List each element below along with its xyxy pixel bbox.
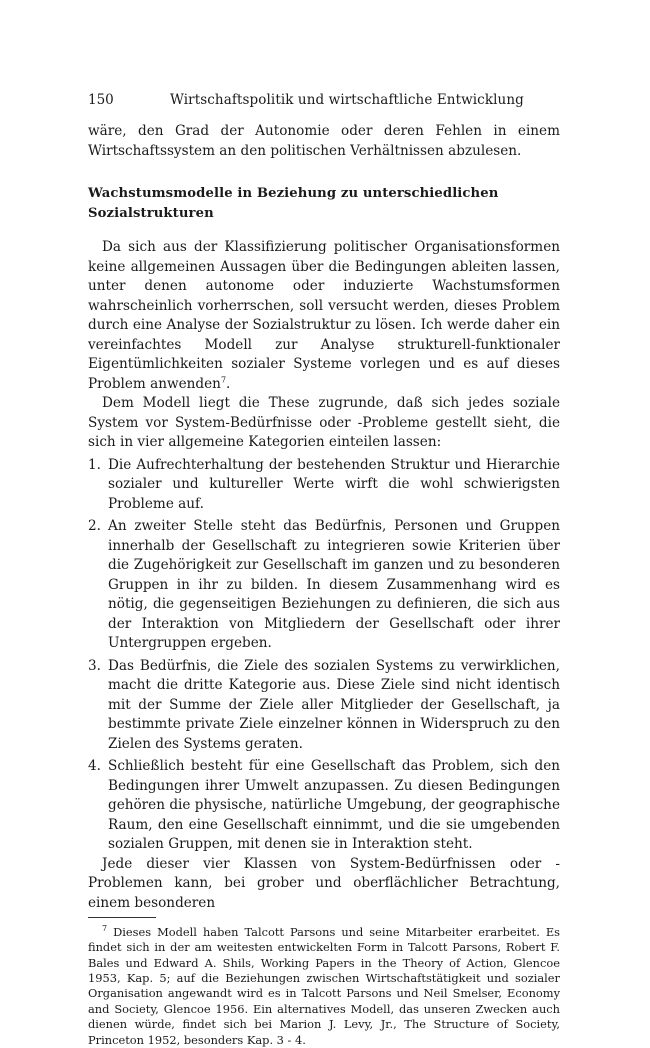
list-item-text: An zweiter Stelle steht das Bedürfnis, Personen und Gruppen innerhalb der Gesellschaft zu integrieren sowie Kriterien über die Zugehörigkeit zur Gesellschaft im ganzen und zu besonderen Gruppen in ihr zu bilden. In diesem Zusammenhang wird es nötig, die gegenseitigen Beziehungen zu definieren, die sich aus der Interaktion von Mitgliedern der Gesellschaft oder ihrer Untergruppen ergeben. xyxy=(108,518,560,651)
list-item-number: 1. xyxy=(88,456,101,473)
paragraph-3: Jede dieser vier Klassen von System-Bedürfnissen oder -Problemen kann, bei grober und oberflächlicher Betrachtung, einem besonderen xyxy=(88,855,560,911)
footnote-ref: 7 xyxy=(220,374,227,384)
page-number: 150 xyxy=(88,92,114,108)
list-item-text: Die Aufrechterhaltung der bestehenden Struktur und Hierarchie sozialer und kultureller Werte wirft die wohl schwierigsten Probleme auf. xyxy=(108,456,560,512)
numbered-list xyxy=(88,456,560,855)
page-header xyxy=(88,92,560,110)
list-item-text: Das Bedürfnis, die Ziele des sozialen Systems zu verwirklichen, macht die dritte Kategorie aus. Diese Ziele sind nicht identisch mit der Summe der Ziele aller Mitglieder der Gesellschaft, ja bestimmte private Ziele einzelner können in Widerspruch zu den Zielen des Systems geraten. xyxy=(108,657,560,752)
continued-paragraph: wäre, den Grad der Autonomie oder deren Fehlen in einem Wirtschaftssystem an den politischen Verhältnissen abzulesen. xyxy=(88,123,560,159)
list-item-number: 4. xyxy=(88,758,101,774)
footnote-text: Dieses Modell haben Talcott Parsons und seine Mitarbeiter erarbeitet. Es findet sich in der am weitesten entwickelten Form in Talcott Parsons, Robert F. Bales und Edward A. Shils, Working Papers in the Theory of Action, Glencoe 1953, Kap. 5; auf die Beziehungen zwischen Wirtschaftstätigkeit und sozialer Organisation angewandt wird es in Talcott Parsons und Neil Smelser, Economy and Society, Glencoe 1956. Ein alternatives Modell, das unseren Zwecken auch dienen würde, findet sich bei Marion J. Levy, Jr., The Structure of Society, Princeton 1952, besonders Kap. 3 - 4. xyxy=(88,924,560,1047)
list-item-number: 2. xyxy=(88,518,101,534)
list-item xyxy=(88,517,560,654)
page-body xyxy=(88,122,560,1048)
list-item xyxy=(88,757,560,855)
paragraph-1-text: Da sich aus der Klassifizierung politischer Organisationsformen keine allgemeinen Aussagen über die Bedingungen ableiten lassen, unter denen autonome oder induzierte Wachstumsformen wahrscheinlich vorherrschen, soll versucht werden, dieses Problem durch eine Analyse der Sozialstruktur zu lösen. Ich werde daher ein vereinfachtes Modell zur Analyse strukturell-funktionaler Eigentümlichkeiten sozialer Systeme vorlegen und es auf dieses Problem anwenden xyxy=(88,239,560,392)
running-title: Wirtschaftspolitik und wirtschaftliche Entwicklung xyxy=(170,92,524,108)
list-item xyxy=(88,456,560,515)
list-item-number: 3. xyxy=(88,657,101,674)
footnote-mark: 7 xyxy=(102,924,108,933)
paragraph-2: Dem Modell liegt die These zugrunde, daß sich jedes soziale System vor System-Bedürfnisse oder -Probleme gestellt sieht, die sich in vier allgemeine Kategorien einteilen lassen: xyxy=(88,395,560,450)
paragraph-1-end: . xyxy=(226,375,231,392)
list-item-text: Schließlich besteht für eine Gesellschaft das Problem, sich den Bedingungen ihrer Umwelt anzupassen. Zu diesen Bedingungen gehören die physische, natürliche Umgebung, der geographische Raum, den eine Gesellschaft einnimmt, und die sie umgebenden sozialen Gruppen, mit denen sie in Interaktion steht. xyxy=(108,758,560,852)
footnote-divider xyxy=(88,917,156,918)
section-heading: Wachstumsmodelle in Beziehung zu unterschiedlichen Sozialstrukturen xyxy=(88,186,499,221)
paragraph-1 xyxy=(88,238,560,394)
list-item xyxy=(88,657,560,755)
